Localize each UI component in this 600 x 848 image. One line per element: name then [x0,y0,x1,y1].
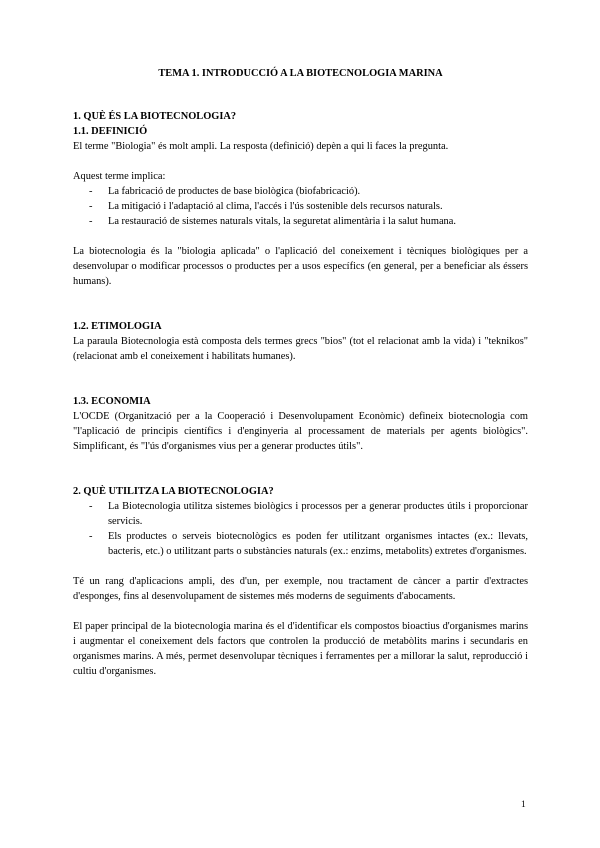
definition-paragraph: El terme "Biologia" és molt ampli. La resposta (definició) depèn a qui li faces la pregunta. [73,141,449,152]
section-1-heading: 1. QUÈ ÉS LA BIOTECNOLOGIA? [73,111,237,122]
section-2-heading: 2. QUÈ UTILITZA LA BIOTECNOLOGIA? [73,486,274,497]
implies-paragraph: Aquest terme implica: [73,171,166,182]
dash-bullet: - [89,186,93,197]
list-item [89,214,528,229]
document-title: TEMA 1. INTRODUCCIÓ A LA BIOTECNOLOGIA MARINA [158,68,443,79]
dash-bullet: - [89,201,93,212]
document-body [73,66,528,679]
economy-paragraph: L'OCDE (Organització per a la Cooperació i Desenvolupament Econòmic) defineix biotecnologia com "l'aplicació de principis científics i d'enginyeria al processament de materials per agents biològics". Simplificant, és "l'ús d'organismes vius per a generar productes útils". [73,411,528,452]
list-item [89,199,528,214]
applied-biology-paragraph: La biotecnologia és la "biologia aplicada" o l'aplicació del coneixement i tècniques biològiques per a desenvolupar o modificar processos o productes per a usos específics (en general, per a beneficiar als éssers humans). [73,246,528,287]
dash-bullet: - [89,501,93,512]
subsection-1-3-heading: 1.3. ECONOMIA [73,396,151,407]
list-item-text: La mitigació i l'adaptació al clima, l'accés i l'ús sostenible dels recursos naturals. [108,201,443,212]
dash-bullet: - [89,531,93,542]
page-number: 1 [521,800,526,810]
list-item-text: La Biotecnologia utilitza sistemes biològics i processos per a generar productes útils i proporcionar servicis. [108,501,528,527]
marine-role-paragraph: El paper principal de la biotecnologia marina és el d'identificar els compostos bioactius d'organismes marins i augmentar el coneixement dels factors que controlen la producció de metabòlits marins i secundaris en organismes marins. A més, permet desenvolupar tècniques i ferramentes per a millorar la salut, reproducció i cultiu d'organismes. [73,621,528,677]
implies-list [73,184,528,229]
subsection-1-1-heading: 1.1. DEFINICIÓ [73,126,148,137]
list-item [89,184,528,199]
dash-bullet: - [89,216,93,227]
subsection-1-2-heading: 1.2. ETIMOLOGIA [73,321,162,332]
list-item-text: Els productes o serveis biotecnològics es poden fer utilitzant organismes intactes (ex.: llevats, bacteris, etc.) o utilitzant parts o substàncies naturals (ex.: enzims, metabolits) extretes d'organismes. [108,531,528,557]
list-item [89,529,528,559]
etymology-paragraph: La paraula Biotecnologia està composta dels termes grecs "bios" (tot el relacionat amb la vida) i "teknikos" (relacionat amb el coneixement i habilitats humanes). [73,336,528,362]
uses-list [73,499,528,559]
list-item [89,499,528,529]
applications-paragraph: Té un rang d'aplicacions ampli, des d'un, per exemple, nou tractament de càncer a partir d'extractes d'esponges, fins al desenvolupament de sistemes més moderns de seguiments d'abocaments. [73,576,528,602]
list-item-text: La restauració de sistemes naturals vitals, la seguretat alimentària i la salut humana. [108,216,456,227]
list-item-text: La fabricació de productes de base biològica (biofabricació). [108,186,361,197]
